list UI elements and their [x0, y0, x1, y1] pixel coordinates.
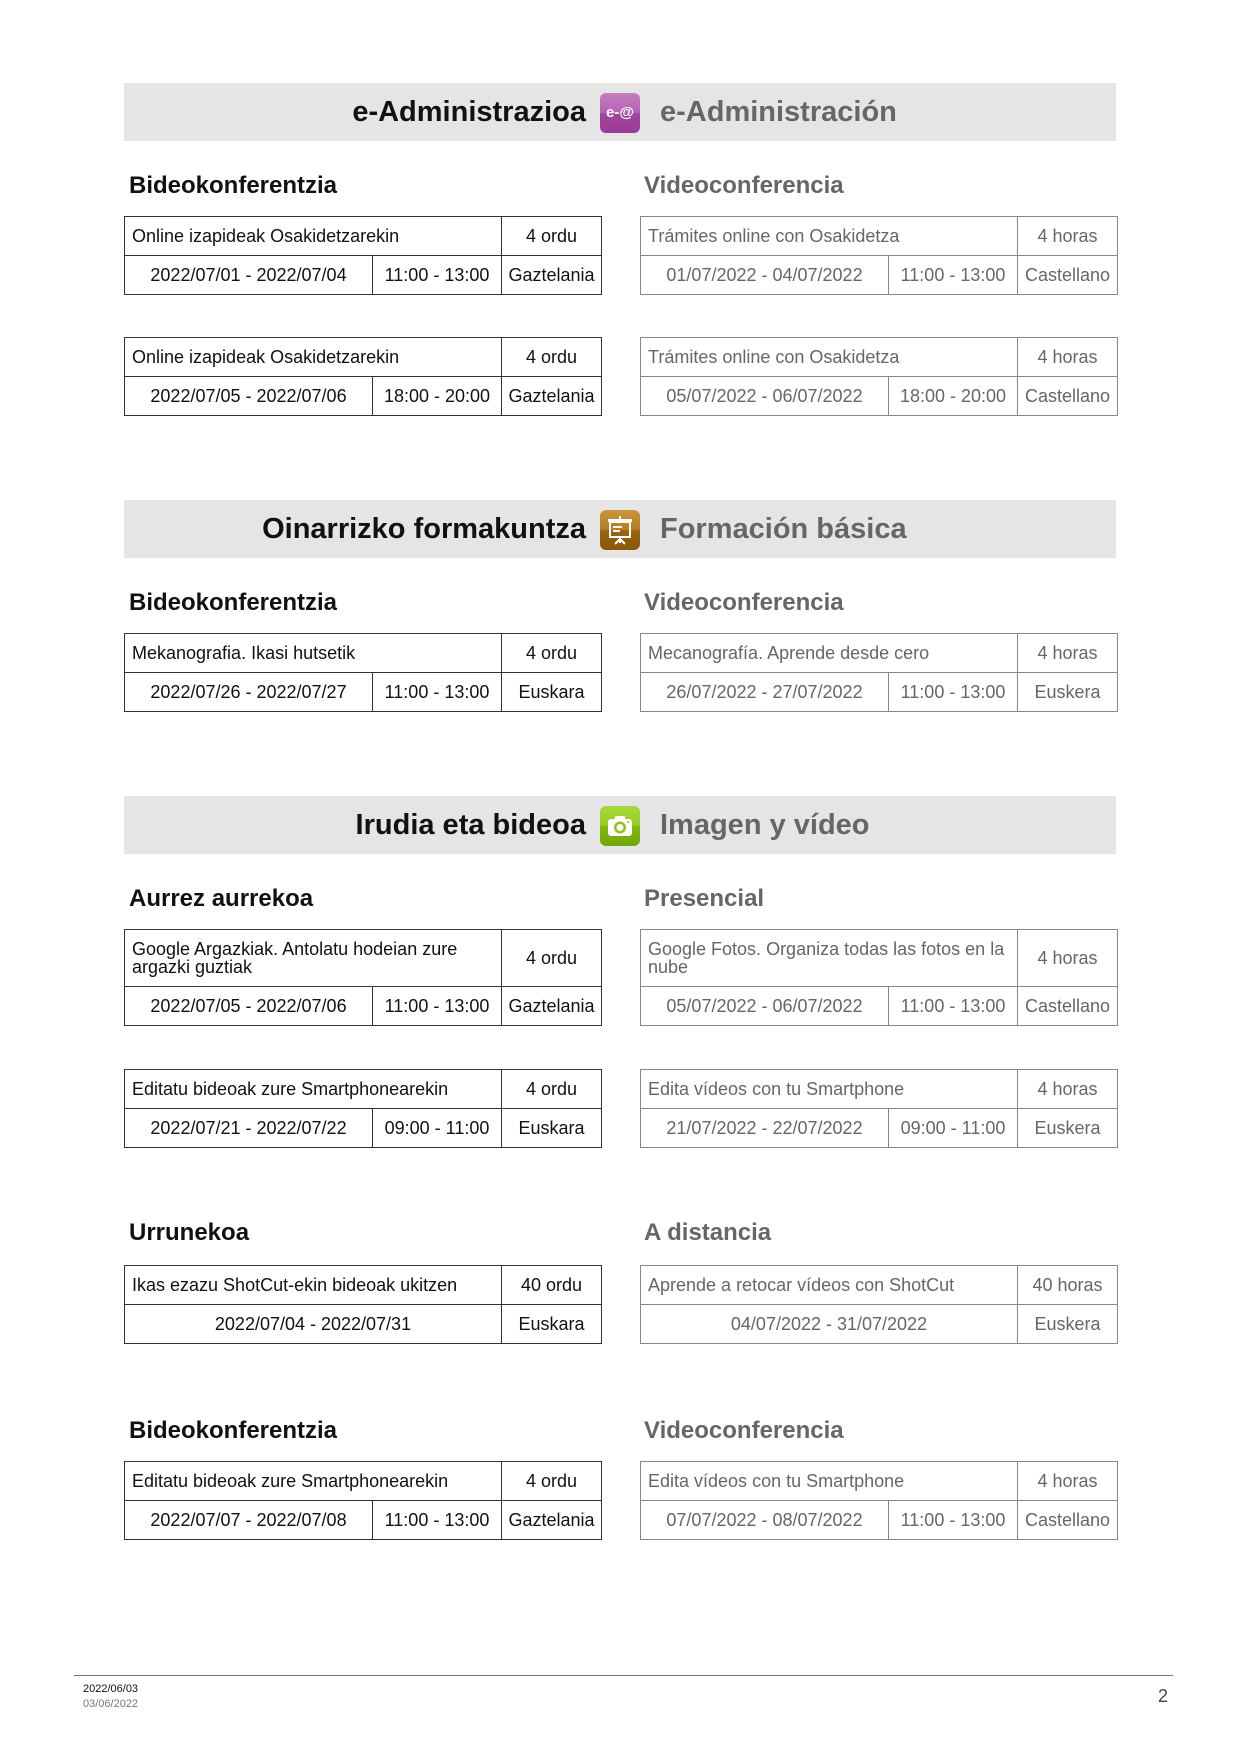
course-title: Google Fotos. Organiza todas las fotos en la nube — [641, 930, 1018, 987]
section-title-es: Formación básica — [660, 513, 907, 545]
course-language: Euskera — [1018, 1305, 1118, 1344]
course-hours: 4 ordu — [502, 930, 602, 987]
course-hours: 4 horas — [1018, 1070, 1118, 1109]
course-time: 18:00 - 20:00 — [373, 377, 502, 416]
course-language: Castellano — [1018, 377, 1118, 416]
course-time: 11:00 - 13:00 — [373, 673, 502, 712]
course-dates: 2022/07/26 - 2022/07/27 — [125, 673, 373, 712]
course-dates: 2022/07/07 - 2022/07/08 — [125, 1501, 373, 1540]
course-title: Mecanografía. Aprende desde cero — [641, 634, 1018, 673]
course-dates: 2022/07/01 - 2022/07/04 — [125, 256, 373, 295]
course-title: Trámites online con Osakidetza — [641, 217, 1018, 256]
course-dates: 05/07/2022 - 06/07/2022 — [641, 987, 889, 1026]
course-time: 09:00 - 11:00 — [373, 1109, 502, 1148]
course-language: Castellano — [1018, 256, 1118, 295]
course-table-es — [640, 1069, 1118, 1148]
e-admin-icon: e-@ — [600, 93, 640, 133]
group-heading-eu: Urrunekoa — [129, 1219, 250, 1246]
group-heading-es: Videoconferencia — [644, 172, 844, 199]
course-dates: 2022/07/05 - 2022/07/06 — [125, 377, 373, 416]
course-table-es — [640, 633, 1118, 712]
course-table-eu — [124, 1265, 602, 1344]
course-hours: 4 horas — [1018, 217, 1118, 256]
group-heading-es: Presencial — [644, 885, 765, 912]
course-dates: 2022/07/04 - 2022/07/31 — [125, 1305, 502, 1344]
course-language: Euskera — [1018, 1109, 1118, 1148]
course-table-es — [640, 929, 1118, 1026]
course-table-eu — [124, 337, 602, 416]
course-language: Gaztelania — [502, 377, 602, 416]
course-title: Editatu bideoak zure Smartphonearekin — [125, 1070, 502, 1109]
course-table-es — [640, 337, 1118, 416]
group-heading-eu: Bideokonferentzia — [129, 1417, 338, 1444]
course-title: Edita vídeos con tu Smartphone — [641, 1070, 1018, 1109]
section-title-es: e-Administración — [660, 96, 897, 128]
section-header-image-video — [124, 796, 1116, 854]
group-heading-eu: Bideokonferentzia — [129, 172, 338, 199]
course-language: Castellano — [1018, 987, 1118, 1026]
course-dates: 2022/07/21 - 2022/07/22 — [125, 1109, 373, 1148]
page-number: 2 — [1157, 1686, 1168, 1706]
course-time: 11:00 - 13:00 — [889, 673, 1018, 712]
presentation-icon — [600, 510, 640, 550]
course-hours: 4 horas — [1018, 634, 1118, 673]
course-table-es — [640, 1461, 1118, 1540]
course-dates: 2022/07/05 - 2022/07/06 — [125, 987, 373, 1026]
course-title: Online izapideak Osakidetzarekin — [125, 338, 502, 377]
footer-date-es: 03/06/2022 — [83, 1698, 139, 1710]
course-language: Euskara — [502, 1305, 602, 1344]
course-title: Online izapideak Osakidetzarekin — [125, 217, 502, 256]
course-hours: 4 ordu — [502, 217, 602, 256]
course-time: 18:00 - 20:00 — [889, 377, 1018, 416]
group-heading-es: A distancia — [644, 1219, 772, 1246]
course-dates: 04/07/2022 - 31/07/2022 — [641, 1305, 1018, 1344]
course-table-eu — [124, 1461, 602, 1540]
group-heading-es: Videoconferencia — [644, 1417, 844, 1444]
course-dates: 21/07/2022 - 22/07/2022 — [641, 1109, 889, 1148]
course-dates: 26/07/2022 - 27/07/2022 — [641, 673, 889, 712]
course-table-es — [640, 216, 1118, 295]
course-language: Euskara — [502, 1109, 602, 1148]
footer-date-eu: 2022/06/03 — [83, 1683, 139, 1695]
course-table-eu — [124, 1069, 602, 1148]
group-heading-eu: Bideokonferentzia — [129, 589, 338, 616]
group-heading-es: Videoconferencia — [644, 589, 844, 616]
course-time: 11:00 - 13:00 — [889, 256, 1018, 295]
section-title-eu: Oinarrizko formakuntza — [262, 513, 586, 545]
course-time: 09:00 - 11:00 — [889, 1109, 1018, 1148]
course-language: Gaztelania — [502, 256, 602, 295]
course-hours: 4 ordu — [502, 634, 602, 673]
course-time: 11:00 - 13:00 — [373, 987, 502, 1026]
section-title-es: Imagen y vídeo — [660, 809, 870, 841]
course-dates: 01/07/2022 - 04/07/2022 — [641, 256, 889, 295]
course-title: Ikas ezazu ShotCut-ekin bideoak ukitzen — [125, 1266, 502, 1305]
course-title: Trámites online con Osakidetza — [641, 338, 1018, 377]
course-hours: 4 horas — [1018, 338, 1118, 377]
course-title: Edita vídeos con tu Smartphone — [641, 1462, 1018, 1501]
course-hours: 40 ordu — [502, 1266, 602, 1305]
course-hours: 4 horas — [1018, 930, 1118, 987]
course-language: Castellano — [1018, 1501, 1118, 1540]
section-title-eu: Irudia eta bideoa — [355, 809, 586, 841]
course-table-eu — [124, 929, 602, 1026]
group-heading-eu: Aurrez aurrekoa — [129, 885, 314, 912]
footer-divider — [74, 1675, 1173, 1676]
course-table-eu — [124, 633, 602, 712]
course-hours: 40 horas — [1018, 1266, 1118, 1305]
course-language: Euskara — [502, 673, 602, 712]
course-title: Mekanografia. Ikasi hutsetik — [125, 634, 502, 673]
course-hours: 4 ordu — [502, 338, 602, 377]
course-time: 11:00 - 13:00 — [373, 1501, 502, 1540]
course-hours: 4 ordu — [502, 1070, 602, 1109]
course-time: 11:00 - 13:00 — [373, 256, 502, 295]
course-dates: 05/07/2022 - 06/07/2022 — [641, 377, 889, 416]
course-title: Aprende a retocar vídeos con ShotCut — [641, 1266, 1018, 1305]
course-table-es — [640, 1265, 1118, 1344]
course-language: Euskera — [1018, 673, 1118, 712]
course-time: 11:00 - 13:00 — [889, 987, 1018, 1026]
course-title: Editatu bideoak zure Smartphonearekin — [125, 1462, 502, 1501]
course-hours: 4 horas — [1018, 1462, 1118, 1501]
course-hours: 4 ordu — [502, 1462, 602, 1501]
section-header-e-administration — [124, 83, 1116, 141]
course-time: 11:00 - 13:00 — [889, 1501, 1018, 1540]
course-table-eu — [124, 216, 602, 295]
course-title: Google Argazkiak. Antolatu hodeian zure argazki guztiak — [125, 930, 502, 987]
section-header-basic-training — [124, 500, 1116, 558]
section-title-eu: e-Administrazioa — [352, 96, 586, 128]
course-dates: 07/07/2022 - 08/07/2022 — [641, 1501, 889, 1540]
camera-icon — [600, 806, 640, 846]
course-language: Gaztelania — [502, 1501, 602, 1540]
course-language: Gaztelania — [502, 987, 602, 1026]
